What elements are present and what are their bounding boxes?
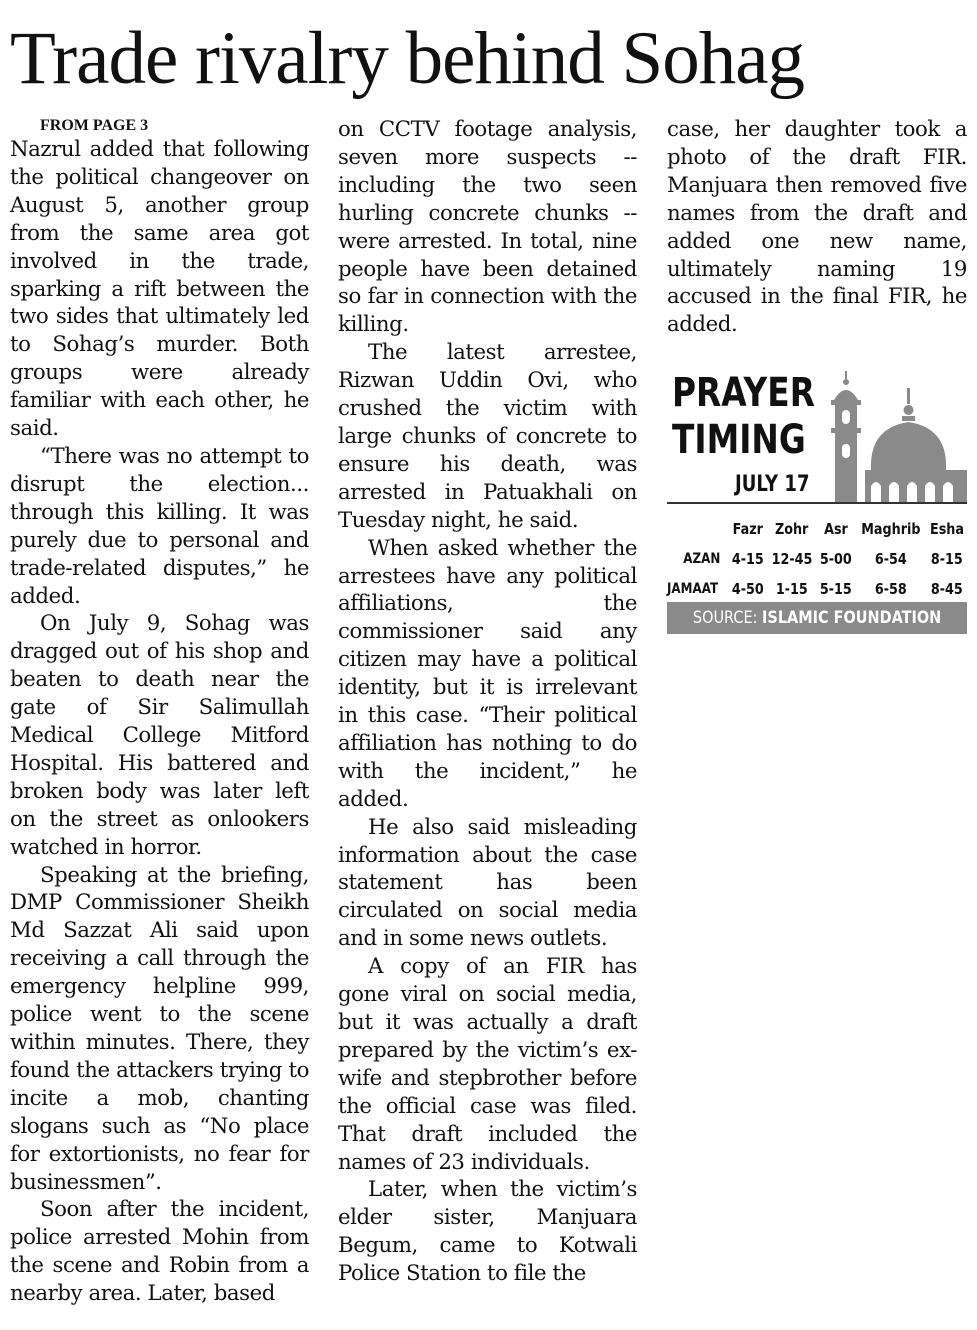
headline: Trade rivalry behind Sohag [10, 17, 805, 100]
article-column-2 [338, 116, 637, 1288]
header-asr: Asr [824, 520, 849, 538]
time-cell: 8-15 [930, 550, 963, 568]
time-cell: 5-00 [820, 550, 853, 568]
source-label: SOURCE: [692, 608, 758, 628]
header-maghrib: Maghrib [861, 520, 921, 538]
source-name: ISLAMIC FOUNDATION [761, 608, 942, 628]
prayer-timing-box [667, 368, 967, 636]
time-cell: 4-50 [731, 580, 764, 598]
paragraph: On July 9, Sohag was dragged out of his shop and beaten to death near the gate of Sir Salimullah Medical College Mitford Hospital. His battered and broken body was later left on the street as onlookers watched in horror. [10, 611, 309, 860]
prayer-table [667, 514, 967, 604]
prayer-header-row [667, 514, 967, 544]
header-fazr: Fazr [732, 520, 763, 538]
prayer-divider [667, 502, 967, 504]
azan-row [667, 544, 967, 574]
jamaat-row [667, 574, 967, 604]
row-label: JAMAAT [667, 581, 719, 597]
time-cell: 12-45 [771, 550, 813, 568]
time-cell: 1-15 [775, 580, 808, 598]
article-column-3 [667, 116, 967, 339]
time-cell: 5-15 [820, 580, 853, 598]
prayer-date: JULY 17 [735, 472, 810, 497]
time-cell: 6-58 [875, 580, 908, 598]
paragraph: Nazrul added that following the political changeover on August 5, another group from the same area got involved in the trade, sparking a rift between the two sides that ultimately led to Sohag’s murder. Both groups were already familiar with each other, he said. [10, 137, 309, 442]
row-label: AZAN [682, 551, 720, 567]
paragraph: The latest arrestee, Rizwan Uddin Ovi, who crushed the victim with large chunks of concrete to ensure his death, was arrested in Patuakhali on Tuesday night, he said. [338, 340, 637, 533]
time-cell: 8-45 [930, 580, 963, 598]
paragraph: Speaking at the briefing, DMP Commissioner Sheikh Md Sazzat Ali said upon receiving a call through the emergency helpline 999, police went to the scene within minutes. There, they found the attackers trying to incite a mob, chanting slogans such as “No place for extortionists, no fear for businessmen”. [10, 862, 309, 1195]
paragraph: When asked whether the arrestees have any political affiliations, the commissioner said any citizen may have a political identity, but it is irrelevant in this case. “Their political affiliation has nothing to do with the incident,” he added. [338, 535, 637, 812]
paragraph: Later, when the victim’s elder sister, Manjuara Begum, came to Kotwali Police Station to file the [338, 1177, 637, 1287]
header-spacer [667, 514, 727, 544]
paragraph: A copy of an FIR has gone viral on social media, but it was actually a draft prepared by the victim’s ex-wife and stepbrother before the official case was filed. That draft included the names of 23 individuals. [338, 954, 637, 1175]
prayer-source [667, 602, 967, 634]
paragraph: He also said misleading information about the case statement has been circulated on social media and in some news outlets. [338, 814, 637, 952]
kicker: FROM PAGE 3 [40, 117, 149, 134]
paragraph: Soon after the incident, police arrested Mohin from the scene and Robin from a nearby area. Later, based [10, 1197, 309, 1307]
paragraph: “There was no attempt to disrupt the election... through this killing. It was purely due to personal and trade-related disputes,” he added. [10, 443, 309, 609]
paragraph: on CCTV footage analysis, seven more suspects -- including the two seen hurling concrete chunks -- were arrested. In total, nine people have been detained so far in connection with the killing. [338, 117, 637, 338]
header-esha: Esha [929, 520, 964, 538]
article-column-1 [10, 116, 309, 1308]
prayer-title-line1: PRAYER [672, 370, 815, 416]
time-cell: 6-54 [875, 550, 908, 568]
paragraph: case, her daughter took a photo of the draft FIR. Manjuara then removed five names from the draft and added one new name, ultimately naming 19 accused in the final FIR, he added. [667, 117, 967, 338]
time-cell: 4-15 [731, 550, 764, 568]
mosque-icon [825, 370, 967, 504]
prayer-title-line2: TIMING [672, 417, 806, 463]
header-zohr: Zohr [775, 520, 809, 538]
